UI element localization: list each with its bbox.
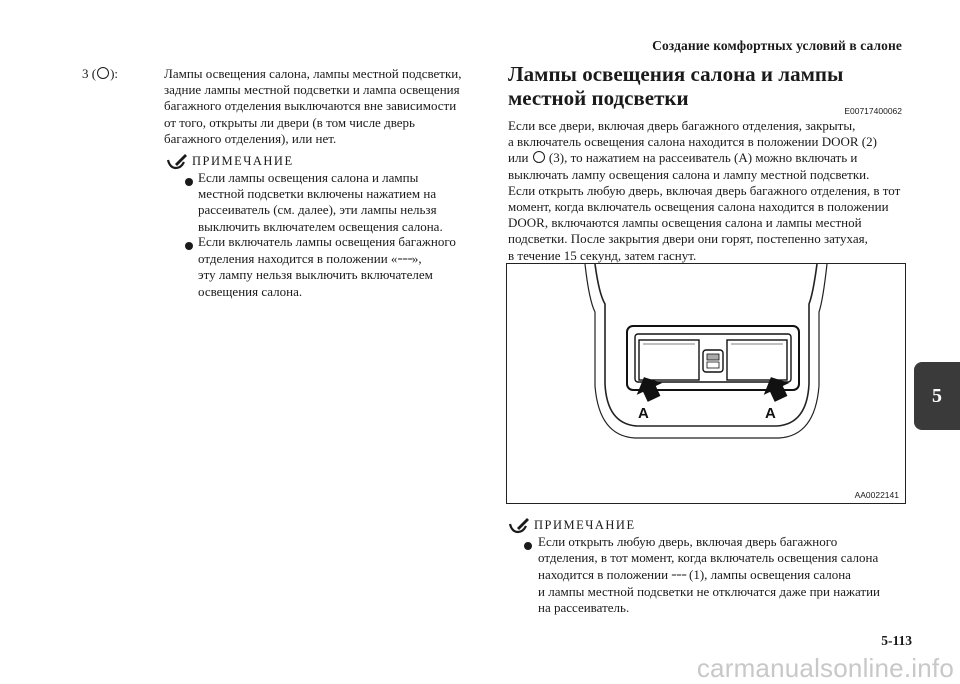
figure-code: AA0022141 xyxy=(854,490,899,500)
note-bullet-2: Если включатель лампы освещения багажного отделения находится в положении «⩶», эту лампу нельзя выключить включателем освещения салона. xyxy=(198,234,456,299)
watermark: carmanualsonline.info xyxy=(696,653,954,683)
page-number: 5-113 xyxy=(881,633,912,648)
cargo-lamp-icon: ⩶ xyxy=(397,253,412,264)
note-header-left: ПРИМЕЧАНИЕ xyxy=(166,152,294,170)
chapter-tab: 5 xyxy=(914,362,960,430)
pencil-note-icon xyxy=(166,152,188,170)
item-label: 3 ( ): xyxy=(82,66,119,81)
cargo-lamp-icon: ⩶ xyxy=(671,569,686,580)
bullet-dot xyxy=(185,178,193,186)
section-body: Если все двери, включая дверь багажного отделения, закрыты, а включатель освещения салона находится в положении DOOR (2) или (3), то нажатием на рассеиватель (A) можно включать и выключать лампу освещения салона и лампу местной подсветки. Если открыть любую дверь, включая дверь багажного отделения, в тот момент, когда включатель освещения салона находится в положении DOOR, включаются лампы освещения салона и лампы местной подсветки. После закрытия двери они горят, постепенно затухая, в течение 15 секунд, затем гаснут. xyxy=(508,118,901,263)
note-bullet-1: Если лампы освещения салона и лампы местной подсветки включены нажатием на рассеиватель (см. далее), эти лампы нельзя выключить включателем освещения салона. xyxy=(198,170,443,234)
item-3-description: Лампы освещения салона, лампы местной подсветки, задние лампы местной подсветки и лампа освещения багажного отделения выключаются вне зависимости от того, открыты ли двери (в том числе дверь багажного отделения), или нет. xyxy=(164,66,462,146)
pencil-note-icon xyxy=(508,516,530,534)
section-title: Лампы освещения салона и лампы местной подсветки xyxy=(508,62,844,110)
note-bullet-right: Если открыть любую дверь, включая дверь багажного отделения, в тот момент, когда включатель освещения салона находится в положении ⩶ (1), лампы освещения салона и лампы местной подсветки не отключатся даже при нажатии на рассеиватель. xyxy=(538,534,881,615)
circle-icon xyxy=(97,67,109,79)
note-header-right: ПРИМЕЧАНИЕ xyxy=(508,516,636,534)
bullet-dot xyxy=(185,242,193,250)
circle-icon xyxy=(533,151,545,163)
figure-label-a-left: A xyxy=(638,405,649,422)
running-header: Создание комфортных условий в салоне xyxy=(652,38,902,53)
section-code: E00717400062 xyxy=(844,106,902,116)
bullet-dot xyxy=(524,542,532,550)
lamp-figure xyxy=(506,263,906,504)
dome-lamp-illustration xyxy=(507,264,905,503)
figure-label-a-right: A xyxy=(765,405,776,422)
